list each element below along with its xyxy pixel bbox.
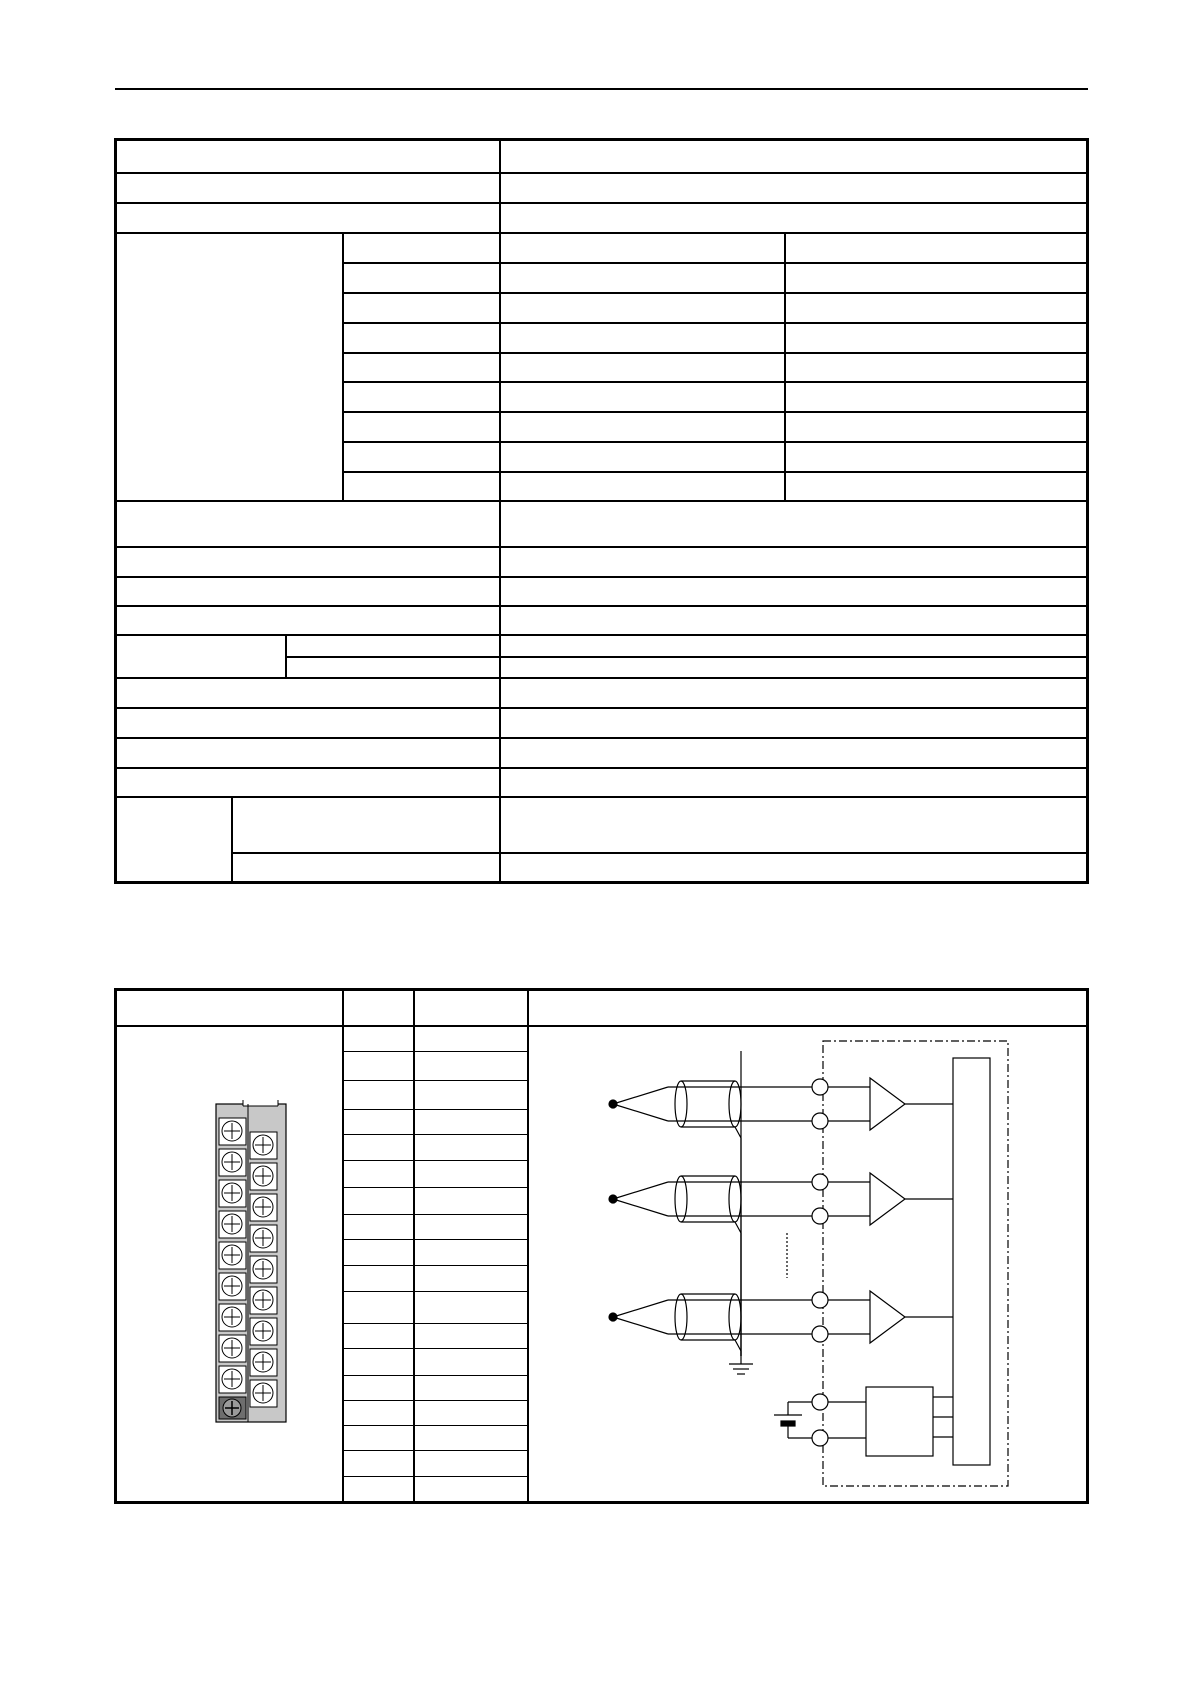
terminal-header-divider xyxy=(114,1025,1089,1027)
amplifier-icon xyxy=(870,1291,905,1343)
spec-row-divider xyxy=(114,202,1089,204)
terminal-row-divider xyxy=(342,1265,529,1266)
terminal-row-divider xyxy=(342,1051,529,1052)
terminal-table-bottom-border xyxy=(114,1501,1089,1504)
spec-row-divider xyxy=(114,796,1089,798)
spec-table-main-divider xyxy=(499,138,501,884)
spec-table-left-border xyxy=(114,138,117,884)
internal-bus xyxy=(953,1058,990,1465)
header-rule xyxy=(115,88,1088,90)
spec-row-divider xyxy=(114,576,1089,578)
terminal-table-right-border xyxy=(1086,988,1089,1504)
spec-row-divider xyxy=(114,546,1089,548)
terminal-table-top-border xyxy=(114,988,1089,991)
terminal-row-divider xyxy=(342,1134,529,1135)
channel-input-2 xyxy=(609,1173,953,1356)
spec-row-divider xyxy=(114,737,1089,739)
spec-row-divider xyxy=(114,634,1089,636)
terminal-row-divider xyxy=(342,1348,529,1349)
spec-range-row-divider xyxy=(342,471,1089,473)
spec-range-row-divider xyxy=(342,292,1089,294)
ground-icon xyxy=(729,1356,753,1374)
spec-range-row-divider xyxy=(342,352,1089,354)
terminal-block-body xyxy=(216,1100,286,1422)
spec-last-group-divider xyxy=(231,796,233,884)
amplifier-icon xyxy=(870,1173,905,1225)
spec-table-right-border xyxy=(1086,138,1089,884)
channel-input-n xyxy=(609,1051,953,1356)
terminal-row-divider xyxy=(342,1323,529,1324)
spec-row-divider xyxy=(114,500,1089,502)
spec-row-divider xyxy=(114,767,1089,769)
terminal-col-divider xyxy=(527,988,529,1504)
terminal-row-divider xyxy=(342,1160,529,1161)
terminal-col-divider xyxy=(413,988,415,1504)
module-boundary xyxy=(823,1041,1008,1486)
spec-row-divider xyxy=(114,232,1089,234)
terminal-col-divider xyxy=(342,988,344,1504)
spec-last-group-row-divider xyxy=(231,852,1089,854)
spec-range-row-divider xyxy=(342,441,1089,443)
terminal-row-divider xyxy=(342,1476,529,1477)
spec-range-row-divider xyxy=(342,262,1089,264)
terminal-table-left-border xyxy=(114,988,117,1504)
terminal-row-divider xyxy=(342,1450,529,1451)
terminal-row-divider xyxy=(342,1291,529,1292)
reference-section xyxy=(774,1387,953,1456)
terminal-row-divider xyxy=(342,1239,529,1240)
spec-range-row-divider xyxy=(342,322,1089,324)
terminal-screws-left xyxy=(219,1118,246,1393)
amplifier-icon xyxy=(870,1078,905,1130)
terminal-row-divider xyxy=(342,1375,529,1376)
terminal-row-divider xyxy=(342,1214,529,1215)
spec-range-row-divider xyxy=(342,381,1089,383)
terminal-row-divider xyxy=(342,1425,529,1426)
spec-row-divider xyxy=(114,172,1089,174)
terminal-row-divider xyxy=(342,1400,529,1401)
spec-range-value-divider xyxy=(784,232,786,502)
terminal-row-divider xyxy=(342,1187,529,1188)
spec-table-bottom-border xyxy=(114,881,1089,884)
battery-icon xyxy=(774,1402,812,1438)
spec-range-row-divider xyxy=(342,411,1089,413)
terminal-fixing-screw xyxy=(219,1397,246,1419)
spec-split-row-divider xyxy=(285,656,1089,658)
spec-row-divider xyxy=(114,677,1089,679)
channel-input-1 xyxy=(609,1078,953,1356)
terminal-row-divider xyxy=(342,1109,529,1110)
spec-row-divider xyxy=(114,707,1089,709)
terminal-row-divider xyxy=(342,1080,529,1081)
spec-range-sub-divider xyxy=(342,232,344,502)
spec-row-divider xyxy=(114,605,1089,607)
terminal-screws-right xyxy=(250,1132,277,1407)
spec-table-top-border xyxy=(114,138,1089,141)
